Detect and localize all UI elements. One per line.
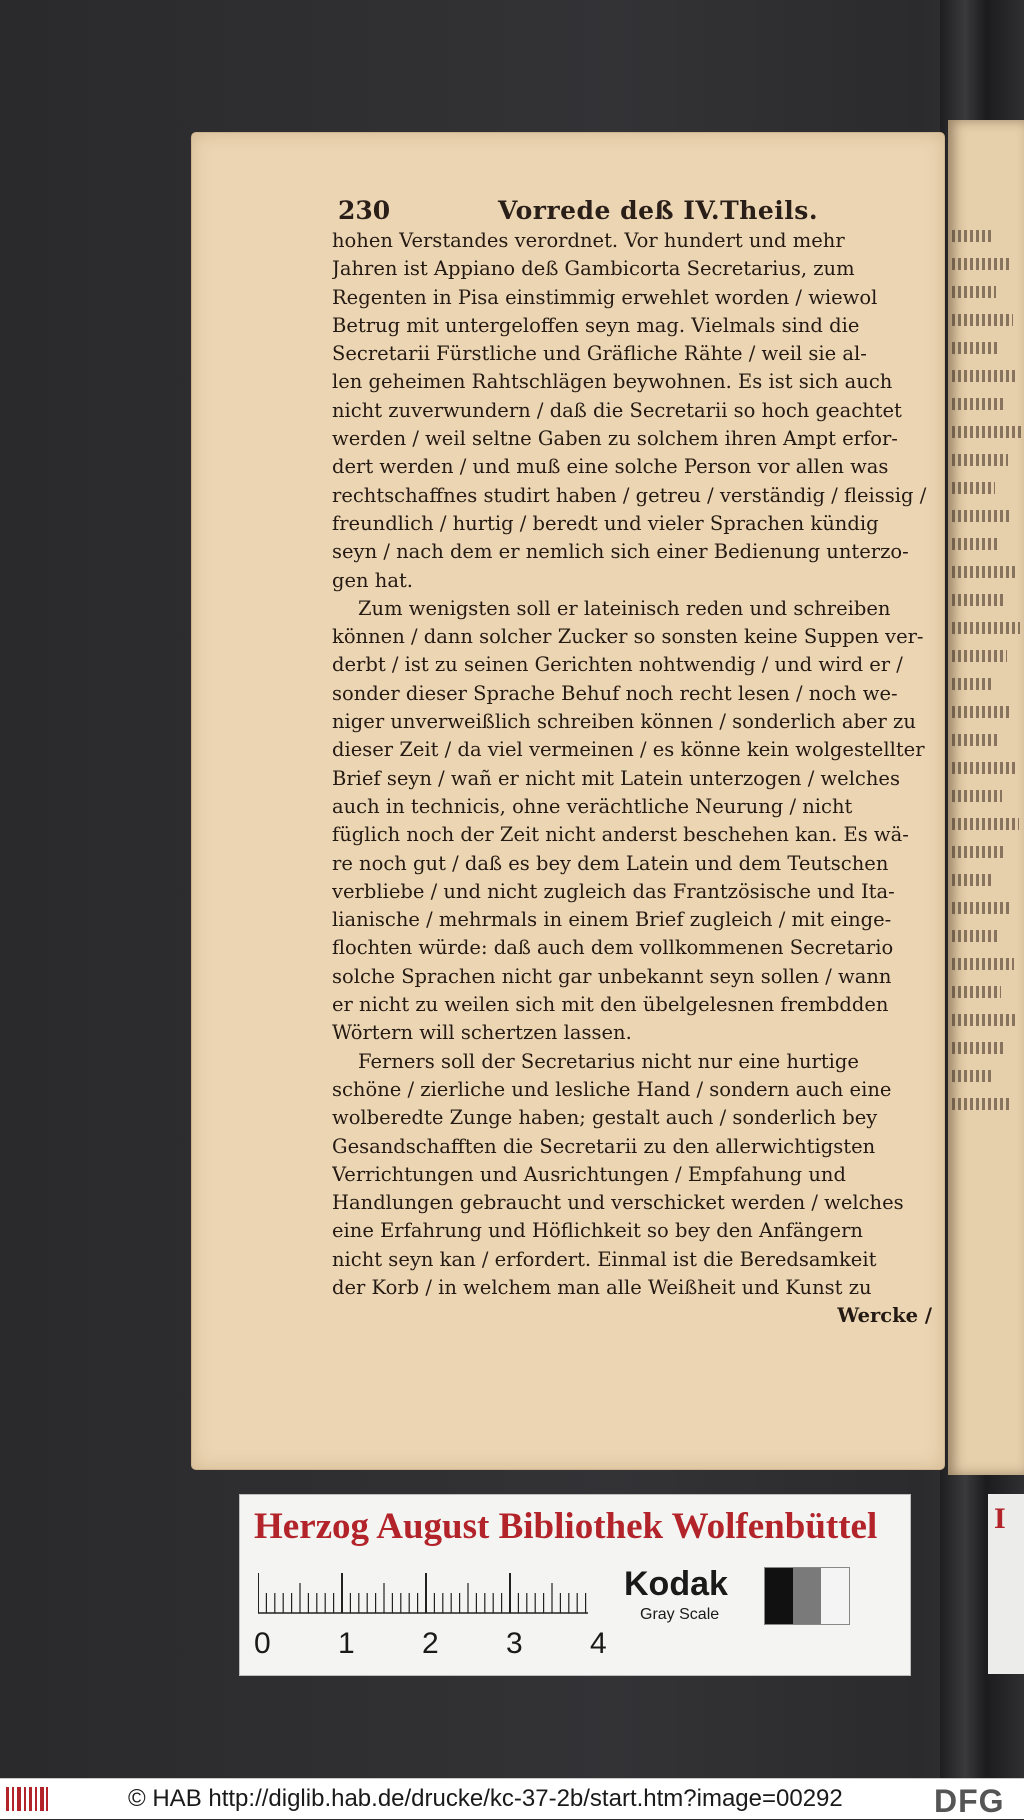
ruler-number: 2 (422, 1627, 439, 1660)
ruler-number: 1 (338, 1627, 355, 1660)
facing-text-fragment (952, 874, 993, 886)
gray-patch-mid (793, 1568, 821, 1624)
facing-text-fragment (952, 1070, 992, 1082)
text-line: rechtschaffnes studirt haben / getreu / verständig / fleissig / (332, 483, 927, 507)
running-title: Vorrede deß IV.Theils. (498, 196, 819, 225)
facing-page-edge (948, 120, 1024, 1475)
text-line: hohen Verstandes verordnet. Vor hundert und mehr (332, 229, 845, 252)
page-header (338, 196, 938, 230)
facing-text-fragment (952, 650, 1007, 662)
facing-text-fragment (952, 930, 997, 942)
text-line: lianische / mehrmals in einem Brief zugleich / mit einge- (332, 908, 892, 932)
facing-text-fragment (952, 398, 1004, 410)
text-line: Ferners soll der Secretarius nicht nur eine hurtige (358, 1049, 859, 1073)
kodak-logo: Kodak (624, 1565, 728, 1603)
dfg-logo: DFG (934, 1783, 1005, 1819)
text-line: der Korb / in welchem man alle Weißheit und Kunst zu (332, 1275, 872, 1299)
ruler-number: 3 (506, 1627, 523, 1660)
facing-text-fragment (952, 230, 992, 242)
facing-text-fragment (952, 818, 1019, 830)
text-line: Regenten in Pisa einstimmig erwehlet worden / wiewol (332, 285, 878, 309)
text-line: Secretarii Fürstliche und Gräfliche Rähte / weil sie al- (332, 342, 867, 366)
facing-text-fragment (952, 1098, 1009, 1110)
text-line: können / dann solcher Zucker so sonsten keine Suppen ver- (332, 625, 924, 649)
text-line: auch in technicis, ohne verächtliche Neurung / nicht (332, 794, 853, 818)
text-line: Zum wenigsten soll er lateinisch reden und schreiben (358, 596, 891, 620)
text-line: Handlungen gebraucht und verschicket werden / welches (332, 1191, 904, 1215)
facing-text-fragment (952, 370, 1017, 382)
text-line: Brief seyn / wañ er nicht mit Latein unterzogen / welches (332, 766, 900, 790)
ruler-number: 0 (254, 1627, 271, 1660)
facing-text-fragment (952, 314, 1013, 326)
text-line: Gesandschafften die Secretarii zu den allerwichtigsten (332, 1134, 876, 1158)
facing-text-fragment (952, 622, 1020, 634)
text-line: verbliebe / und nicht zugleich das Frantzösische und Ita- (332, 879, 895, 903)
text-line: nicht zuverwundern / daß die Secretarii so hoch geachtet (332, 398, 902, 422)
text-line: er nicht zu weilen sich mit den übelgelesnen frembdden (332, 993, 889, 1017)
text-line: solche Sprachen nicht gar unbekannt seyn sollen / wann (332, 964, 892, 988)
facing-text-fragment (952, 286, 996, 298)
facing-text-fragment (952, 902, 1010, 914)
page-number: 230 (338, 196, 391, 225)
hab-barcode-icon (6, 1787, 48, 1811)
facing-text-fragment (952, 342, 1000, 354)
body-text (332, 227, 932, 1331)
color-target-card (239, 1494, 911, 1676)
second-card-letter: I (994, 1502, 1006, 1535)
text-line: len geheimen Rahtschlägen beywohnen. Es ist sich auch (332, 370, 893, 394)
footer-copyright-link[interactable]: © HAB http://diglib.hab.de/drucke/kc-37-2b/start.htm?image=00292 (128, 1785, 843, 1812)
text-line: dieser Zeit / da viel vermeinen / es könne kein wolgestellter (332, 738, 925, 762)
text-line: Jahren ist Appiano deß Gambicorta Secretarius, zum (332, 257, 855, 281)
text-line: dert werden / und muß eine solche Person vor allen was (332, 455, 889, 479)
facing-text-fragment (952, 594, 1003, 606)
text-line: niger unverweißlich schreiben können / sonderlich aber zu (332, 710, 916, 734)
facing-text-fragment (952, 510, 1012, 522)
facing-text-fragment (952, 958, 1014, 970)
text-line: derbt / ist zu seinen Gerichten nohtwendig / und wird er / (332, 653, 903, 677)
facing-text-fragment (952, 790, 1002, 802)
facing-text-fragment (952, 426, 1021, 438)
ruler-number: 4 (590, 1627, 607, 1660)
facing-text-fragment (952, 762, 1015, 774)
facing-text-fragment (952, 482, 995, 494)
text-line: füglich noch der Zeit nicht anderst beschehen kan. Es wä- (332, 823, 909, 847)
gray-scale-patches (764, 1567, 850, 1625)
facing-text-fragment (952, 678, 994, 690)
text-line: nicht seyn kan / erfordert. Einmal ist die Beredsamkeit (332, 1247, 877, 1271)
ruler-labels (254, 1627, 614, 1667)
facing-text-fragment (952, 538, 999, 550)
ruler (258, 1573, 598, 1623)
text-line: flochten würde: daß auch dem vollkommenen Secretario (332, 936, 894, 960)
facing-text-fragment (952, 734, 998, 746)
facing-text-fragment (952, 1042, 1005, 1054)
text-line: sonder dieser Sprache Behuf noch recht lesen / noch we- (332, 681, 898, 705)
library-name: Herzog August Bibliothek Wolfenbüttel (254, 1506, 878, 1547)
facing-text-fragment (952, 706, 1011, 718)
text-line: schöne / zierliche und lesliche Hand / sondern auch eine (332, 1077, 892, 1101)
text-line: seyn / nach dem er nemlich sich einer Bedienung unterzo- (332, 540, 909, 564)
footer-bar (0, 1778, 1024, 1819)
text-line: freundlich / hurtig / beredt und vieler Sprachen kündig (332, 511, 879, 535)
gray-scale-label: Gray Scale (640, 1606, 720, 1623)
text-line: Wörtern will schertzen lassen. (332, 1021, 632, 1045)
text-line: eine Erfahrung und Höflichkeit so bey den Anfängern (332, 1219, 863, 1243)
facing-text-fragment (952, 846, 1006, 858)
text-line: wolberedte Zunge haben; gestalt auch / sonderlich bey (332, 1106, 878, 1130)
facing-text-fragment (952, 258, 1009, 270)
gray-patch-black (765, 1568, 793, 1624)
facing-text-fragment (952, 454, 1008, 466)
text-line: Verrichtungen und Ausrichtungen / Empfahung und (332, 1162, 846, 1186)
facing-text-fragment (952, 566, 1016, 578)
text-line: gen hat. (332, 568, 413, 592)
gray-patch-white (821, 1568, 849, 1624)
text-line: Betrug mit untergeloffen seyn mag. Vielmals sind die (332, 313, 860, 337)
second-target-card (988, 1494, 1024, 1674)
text-line: re noch gut / daß es bey dem Latein und dem Teutschen (332, 851, 889, 875)
text-line: werden / weil seltne Gaben zu solchem ihren Ampt erfor- (332, 427, 898, 451)
facing-text-fragment (952, 986, 1001, 998)
catchword: Wercke / (837, 1304, 932, 1328)
facing-text-fragment (952, 1014, 1018, 1026)
